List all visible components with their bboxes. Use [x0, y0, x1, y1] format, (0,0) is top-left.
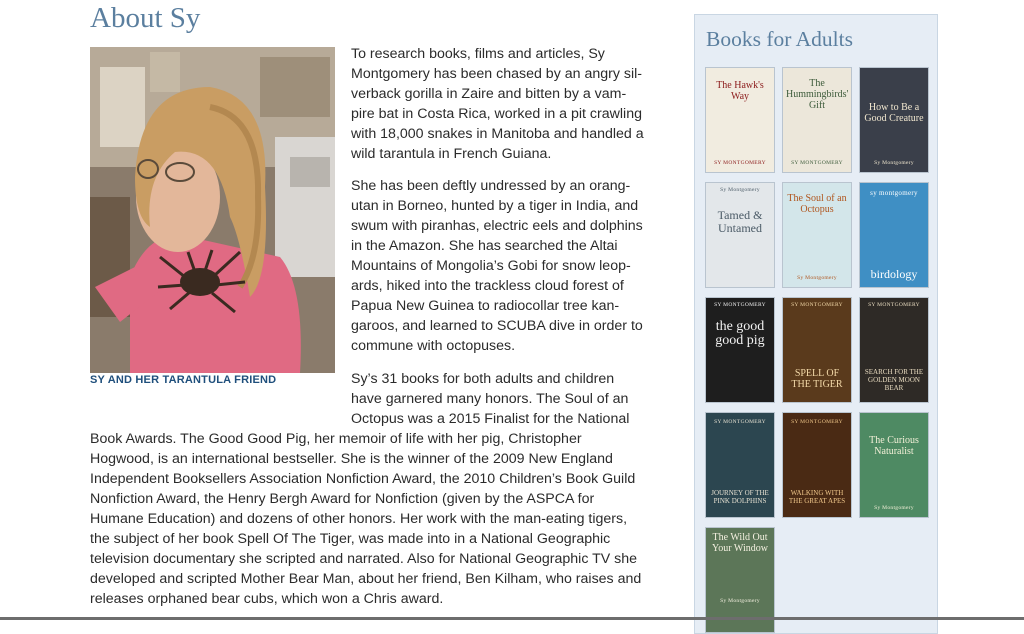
text-line: Book Awards. The Good Good Pig, her memoir of life with her pig, Christopher [90, 431, 582, 447]
text-line: Nonfiction Award, the Henry Bergh Award for Nonfiction (given by the ASPCA for [90, 491, 595, 507]
book-author: SY MONTGOMERY [791, 302, 843, 308]
book-cover-soul-of-an-octopus[interactable] [782, 182, 852, 288]
sidebar-title: Books for Adults [706, 27, 853, 51]
book-cover-pink-dolphins[interactable] [705, 412, 775, 518]
text-line: television documentary she scripted and narrated. Also for National Geographic TV she [90, 551, 638, 567]
book-cover-great-apes[interactable] [782, 412, 852, 518]
text-line: releases orphaned bear cubs, which won a Chris award. [90, 591, 444, 607]
text-line: commune with octopuses. [351, 338, 516, 354]
books-sidebar [694, 14, 938, 634]
book-author: SY MONTGOMERY [868, 302, 920, 308]
bio-paragraph-1 [351, 44, 651, 164]
book-title: The Soul of an Octopus [787, 193, 847, 215]
text-line: have garnered many honors. The Soul of an [351, 391, 629, 407]
book-author: Sy Montgomery [874, 160, 914, 166]
text-line: pire bat in Costa Rica, worked in a pit crawling [351, 106, 642, 122]
text-line: with 18,000 snakes in Manitoba and handled a [351, 126, 644, 142]
photo-caption: SY AND HER TARANTULA FRIEND [90, 374, 277, 386]
author-photo [90, 47, 335, 373]
text-line: Mountains of Mongolia’s Gobi for snow leop- [351, 258, 631, 274]
page-title: About Sy [90, 2, 201, 34]
text-line: utan in Borneo, hunted by a tiger in India, and [351, 198, 639, 214]
book-author: Sy Montgomery [874, 505, 914, 511]
book-cover-golden-moon-bear[interactable] [859, 297, 929, 403]
text-line: developed and scripted Mother Bear Man, about her friend, Ben Kilham, who raises and [90, 571, 642, 587]
book-author: SY MONTGOMERY [791, 419, 843, 425]
book-title: WALKING WITH THE GREAT APES [788, 489, 846, 505]
text-line: the subject of her book Spell Of The Tiger, was made into in a National Geographic [90, 531, 611, 547]
text-line: ards, hiked into the trackless cloud forest of [351, 278, 624, 294]
book-cover-tamed-untamed[interactable] [705, 182, 775, 288]
book-title: the good good pig [715, 319, 765, 348]
book-title: How to Be a Good Creature [864, 102, 924, 124]
book-title: The Hummingbirds' Gift [786, 78, 849, 111]
book-cover-hawks-way[interactable] [705, 67, 775, 173]
book-author: Sy Montgomery [797, 275, 837, 281]
book-cover-hummingbirds-gift[interactable] [782, 67, 852, 173]
book-title: Tamed & Untamed [717, 208, 763, 235]
text-line: Hogwood, is an international bestseller. She is the winner of the 2009 New England [90, 451, 613, 467]
photo-illustration [90, 47, 335, 373]
book-author: SY MONTGOMERY [714, 160, 766, 166]
book-title: SEARCH FOR THE GOLDEN MOON BEAR [864, 368, 924, 392]
book-author: SY MONTGOMERY [714, 302, 766, 308]
text-line: Papua New Guinea to radiocollar tree kan- [351, 298, 620, 314]
bio-paragraph-3-start [351, 369, 651, 429]
book-title: The Hawk's Way [716, 80, 764, 102]
book-author: SY MONTGOMERY [714, 419, 766, 425]
text-line: Montgomery has been chased by an angry sil- [351, 66, 643, 82]
book-author: Sy Montgomery [720, 598, 760, 604]
text-line: swum with piranhas, electric eels and dolphins [351, 218, 643, 234]
book-title: The Wild Out Your Window [712, 532, 768, 554]
book-author: SY MONTGOMERY [791, 160, 843, 166]
bio-paragraph-3-rest [90, 429, 652, 609]
book-cover-birdology[interactable] [859, 182, 929, 288]
text-line: Independent Booksellers Association Nonfiction Award, the 2010 Children’s Book Guild [90, 471, 636, 487]
book-cover-curious-naturalist[interactable] [859, 412, 929, 518]
book-author: Sy Montgomery [720, 187, 760, 193]
book-title: JOURNEY OF THE PINK DOLPHINS [711, 489, 769, 505]
book-author: sy montgomery [870, 189, 918, 197]
text-line: Sy’s 31 books for both adults and children [351, 371, 615, 387]
text-line: She has been deftly undressed by an orang- [351, 178, 631, 194]
text-line: Humane Education) and dozens of other honors. Her work with the man-eating tigers, [90, 511, 628, 527]
book-cover-spell-of-the-tiger[interactable] [782, 297, 852, 403]
text-line: Octopus was a 2015 Finalist for the National [351, 411, 630, 427]
text-line: in the Amazon. She has searched the Altai [351, 238, 618, 254]
text-line: verback gorilla in Zaire and bitten by a vam- [351, 86, 627, 102]
book-title: SPELL OF THE TIGER [791, 368, 843, 390]
book-cover-good-good-pig[interactable] [705, 297, 775, 403]
book-title: birdology [870, 267, 918, 281]
text-line: wild tarantula in French Guiana. [351, 146, 552, 162]
book-cover-good-creature[interactable] [859, 67, 929, 173]
book-title: The Curious Naturalist [869, 435, 919, 457]
bio-paragraph-2 [351, 176, 651, 356]
text-line: To research books, films and articles, Sy [351, 46, 605, 62]
text-line: garoos, and learned to SCUBA dive in order to [351, 318, 643, 334]
